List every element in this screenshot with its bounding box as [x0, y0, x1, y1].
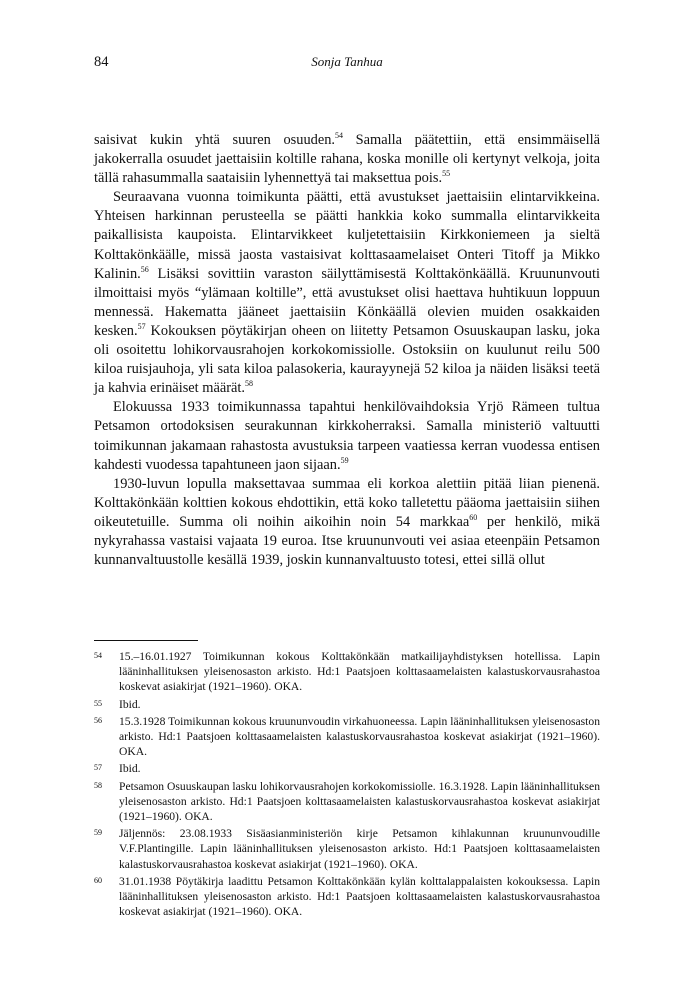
footnote [94, 874, 600, 920]
body-paragraph [94, 398, 600, 474]
footnote [94, 761, 600, 776]
body-paragraph [94, 475, 600, 570]
paragraph-text: per henkilö, mikä nykyrahassa vastaisi vajaata 19 euroa. Itse kruununvouti vei asiaa eteenpäin Petsamon kunnanvaltuustolle kesällä 1939, joskin kunnanvaltuusto totesi, ettei sillä ollut [94, 513, 600, 569]
footnote-number: 59 [94, 828, 102, 838]
paragraph-text: Kokouksen pöytäkirjan oheen on liitetty Petsamon Osuuskaupan lasku, joka oli osoitettu lohikorvausrahojen korkokomissiolle. Ostoksiin on kuulunut reilu 500 kiloa ruisjauhoja, yli sata kiloa palasokeria, kaurayynejä 52 kiloa ja näiden lisäksi teetä ja kahvia erinäiset määrät. [94, 322, 600, 397]
footnote [94, 779, 600, 825]
paragraph-text: Elokuussa 1933 toimikunnassa tapahtui henkilövaihdoksia Yrjö Rämeen tultua Petsamon ortodoksisen seurakunnan kirkkoherraksi. Samalla ministeriö valtuutti toimikunnan jakamaan rahastosta avustuksia tarpeen vaatiessa kerran vuodessa entisen kahdesti vuodessa tapahtuneen jaon sijaan. [94, 399, 600, 473]
footnote [94, 649, 600, 695]
body-text [94, 131, 600, 570]
footnote-text: 31.01.1938 Pöytäkirja laadittu Petsamon Kolttakönkään kylän kolttalappalaisten kokouksessa. Lapin lääninhallituksen yleisenosaston arkisto. Hd:1 Paatsjoen kolttasaamelaisten kalastuskorvausrahastoa koskevat asiakirjat (1921–1960). OKA. [119, 874, 600, 919]
footnote-text: 15.3.1928 Toimikunnan kokous kruununvoudin virkahuoneessa. Lapin lääninhallituksen yleisenosaston arkisto. Hd:1 Paatsjoen kolttasaamelaisten kalastuskorvausrahastoa koskevat asiakirjat (1921–1960). OKA. [119, 714, 600, 759]
paragraph-text: saisivat kukin yhtä suuren osuuden. [94, 132, 336, 148]
footnote-number: 54 [94, 651, 102, 660]
footnote-reference: 58 [245, 379, 254, 389]
paragraph-text: Seuraavana vuonna toimikunta päätti, että avustukset jaettaisiin elintarvikkeina. Yhteisen harkinnan perusteella se päätti hankkia koko summalla elintarvikkeita paikallisista kaupoista. Elintarvikkeet kuljetettaisiin Kirkkoniemeen ja sieltä Kolttakönkäälle, missä jaosta vastaisivat kolttasaamelaiset Onteri Titoff ja Mikko Kalinin. [94, 189, 600, 282]
footnote-text: Ibid. [119, 762, 141, 776]
footnote-reference: 60 [469, 513, 478, 523]
paragraph-text: Lisäksi sovittiin varaston säilyttämisestä Kolttakönkäällä. Kruununvouti ilmoittaisi myös “ylämaan koltille”, että avustukset olisi haettava huhtikuun loppuun mennessä. Hakematta jääneet jaettaisiin Könkäällä olevien muiden osakkaiden kesken. [94, 265, 600, 339]
footnote-divider [94, 640, 198, 641]
footnote-number: 60 [94, 875, 102, 885]
footnote-number: 58 [94, 780, 102, 790]
footnote-text: Ibid. [119, 697, 141, 711]
footnote-number: 57 [94, 763, 102, 773]
footnote-reference: 57 [137, 322, 146, 332]
footnote-reference: 59 [340, 455, 349, 465]
footnote [94, 697, 600, 712]
footnote-reference: 54 [335, 131, 344, 141]
footnote-reference: 55 [442, 169, 451, 179]
body-paragraph [94, 188, 600, 398]
footnote-text: Jäljennös: 23.08.1933 Sisäasianministeriön kirje Petsamon kihlakunnan kruununvoudille V.F.Plantingille. Lapin lääninhallituksen yleisenosaston arkisto. Hd:1 Paatsjoen kolttasaamelaisten kalastuskorvausrahastoa koskevat asiakirjat (1921–1960). OKA. [119, 827, 600, 871]
footnotes [94, 649, 600, 921]
page-header [94, 54, 600, 76]
footnote-text: 15.–16.01.1927 Toimikunnan kokous Kolttakönkään matkailijayhdistyksen hotellissa. Lapin lääninhallituksen yleisenosaston arkisto. Hd:1 Paatsjoen kolttasaamelaisten kalastuskorvausrahastoa koskevat asiakirjat (1921–1960). OKA. [119, 650, 600, 694]
running-head: Sonja Tanhua [311, 54, 383, 69]
footnote-number: 55 [94, 698, 102, 708]
footnote [94, 714, 600, 760]
footnote [94, 826, 600, 872]
footnote-number: 56 [94, 715, 102, 725]
footnote-reference: 56 [140, 264, 149, 274]
footnote-text: Petsamon Osuuskaupan lasku lohikorvausrahojen korkokomissiolle. 16.3.1928. Lapin lääninhallituksen yleisenosaston arkisto. Hd:1 Paatsjoen kolttasaamelaisten kalastuskorvausrahastoa koskevat asiakirjat (1921–1960). OKA. [119, 779, 600, 824]
paragraph-text: 1930-luvun lopulla maksettavaa summaa eli korkoa alettiin pitää liian pienenä. Kolttakönkään kolttien kokous ehdottikin, että koko talletettu pääoma jaettaisiin siihen oikeutetuille. Summa oli noihin aikoihin noin 54 markkaa [94, 475, 600, 530]
paragraph-text: Samalla päätettiin, että ensimmäisellä jakokerralla osuudet jaettaisiin koltille rahana, koska monille oli kertynyt velkoja, joita tällä rahasummalla saataisiin lyhennettyä tai maksettua pois. [94, 132, 600, 187]
body-paragraph [94, 131, 600, 188]
page-number: 84 [94, 54, 109, 70]
